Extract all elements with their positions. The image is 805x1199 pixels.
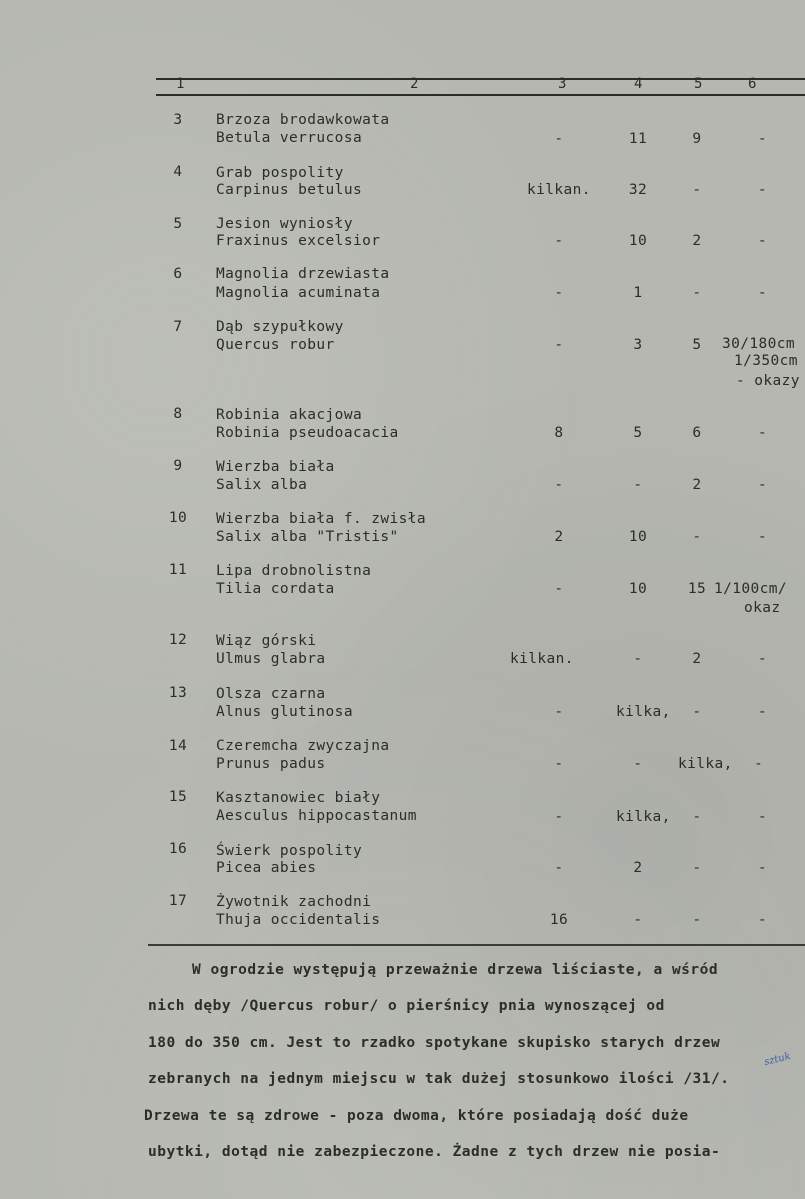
col6-value: - <box>757 131 768 147</box>
row-number: 10 <box>168 510 188 526</box>
col6-value-line3: - okazy <box>736 373 800 389</box>
species-polish-name: Magnolia drzewiasta <box>216 266 390 282</box>
col4-value: 10 <box>628 529 648 545</box>
col6-value: - <box>757 529 768 545</box>
column-header-5: 5 <box>694 76 703 92</box>
row-number: 5 <box>173 216 183 232</box>
species-latin-name: Thuja occidentalis <box>216 912 381 928</box>
column-header-3: 3 <box>558 76 567 92</box>
col6-value: - <box>757 860 768 876</box>
col6-value: - <box>757 704 768 720</box>
col5-value: - <box>692 912 702 928</box>
col5-value: 6 <box>692 425 702 441</box>
row-number: 13 <box>168 685 188 701</box>
col3-value: kilkan. <box>510 651 574 667</box>
col3-value: - <box>554 704 564 720</box>
col5-value: - <box>692 529 702 545</box>
col4-5-value: kilka, <box>616 809 671 825</box>
col3-value: - <box>554 285 564 301</box>
species-latin-name: Robinia pseudoacacia <box>216 425 399 441</box>
paragraph-line: nich dęby /Quercus robur/ o pierśnicy pnia wynoszącej od <box>148 998 665 1014</box>
row-number: 15 <box>168 789 188 805</box>
species-polish-name: Żywotnik zachodni <box>216 894 372 910</box>
col5-value: - <box>692 285 702 301</box>
column-header-6: 6 <box>748 76 757 92</box>
col4-value: 2 <box>633 860 643 876</box>
species-latin-name: Picea abies <box>216 860 317 876</box>
row-number: 12 <box>168 632 188 648</box>
species-polish-name: Robinia akacjowa <box>216 407 363 423</box>
col5-value: - <box>692 860 702 876</box>
species-polish-name: Jesion wyniosły <box>216 216 353 232</box>
col6-value: - <box>757 285 768 301</box>
col6-value: - <box>757 182 768 198</box>
col4-value: 5 <box>633 425 643 441</box>
col3-value: - <box>554 756 564 772</box>
species-polish-name: Dąb szypułkowy <box>216 319 344 335</box>
species-polish-name: Lipa drobnolistna <box>216 563 372 579</box>
species-latin-name: Quercus robur <box>216 337 335 353</box>
col6-value: - <box>757 233 768 249</box>
col3-value: 16 <box>549 912 569 928</box>
col4-value: 1 <box>633 285 643 301</box>
col5-value: 2 <box>692 477 702 493</box>
species-polish-name: Wierzba biała <box>216 459 335 475</box>
species-latin-name: Salix alba "Tristis" <box>216 529 399 545</box>
species-latin-name: Prunus padus <box>216 756 326 772</box>
species-polish-name: Olsza czarna <box>216 686 326 702</box>
col6-value: - <box>757 912 768 928</box>
paragraph-line: 180 do 350 cm. Jest to rzadko spotykane skupisko starych drzew <box>148 1035 721 1051</box>
column-header-2: 2 <box>410 76 419 92</box>
col4-value: - <box>633 912 643 928</box>
row-number: 7 <box>173 319 183 335</box>
species-polish-name: Brzoza brodawkowata <box>216 112 390 128</box>
species-polish-name: Kasztanowiec biały <box>216 790 381 806</box>
col5-value: - <box>692 704 702 720</box>
col4-value: - <box>633 477 643 493</box>
col3-value: - <box>554 860 564 876</box>
species-latin-name: Magnolia acuminata <box>216 285 381 301</box>
col4-value: 10 <box>628 581 648 597</box>
col6-value-line1: 1/100cm/ <box>714 581 788 597</box>
col4-value: 32 <box>628 182 648 198</box>
table-bottom-rule <box>148 944 805 946</box>
handwritten-note: sztuk <box>763 1050 792 1069</box>
col5-value: 2 <box>692 233 702 249</box>
col6-value: - <box>757 809 768 825</box>
col6-value: - <box>757 477 768 493</box>
col3-value: - <box>554 131 564 147</box>
col3-value: - <box>554 477 564 493</box>
col3-value: - <box>554 809 564 825</box>
col3-value: 8 <box>554 425 564 441</box>
row-number: 9 <box>173 458 183 474</box>
col4-value: - <box>633 756 643 772</box>
col5-value: 15 <box>687 581 707 597</box>
species-latin-name: Ulmus glabra <box>216 651 326 667</box>
species-latin-name: Betula verrucosa <box>216 130 363 146</box>
species-latin-name: Alnus glutinosa <box>216 704 353 720</box>
col5-value: - <box>692 809 702 825</box>
col4-value: 3 <box>633 337 643 353</box>
col6-value-line2: 1/350cm <box>734 353 798 369</box>
col5-value: 9 <box>692 131 702 147</box>
row-number: 4 <box>173 164 183 180</box>
col3-value: - <box>554 233 564 249</box>
species-polish-name: Grab pospolity <box>216 165 344 181</box>
row-number: 16 <box>168 841 188 857</box>
paragraph-line: ubytki, dotąd nie zabezpieczone. Żadne z tych drzew nie posia- <box>148 1144 721 1160</box>
col6-value-line2: okaz <box>744 600 781 616</box>
species-polish-name: Czeremcha zwyczajna <box>216 738 390 754</box>
species-polish-name: Wierzba biała f. zwisła <box>216 511 426 527</box>
paragraph-line: zebranych na jednym miejscu w tak dużej stosunkowo ilości /31/. <box>148 1071 730 1087</box>
col4-value: 10 <box>628 233 648 249</box>
col3-value: - <box>554 581 564 597</box>
col3-value: - <box>554 337 564 353</box>
row-number: 3 <box>173 112 183 128</box>
col5-6-value: kilka, <box>678 756 733 772</box>
paragraph-line: W ogrodzie występują przeważnie drzewa liściaste, a wśród <box>192 962 719 978</box>
species-polish-name: Wiąz górski <box>216 633 317 649</box>
table-header-bottom-rule <box>156 94 805 96</box>
row-number: 17 <box>168 893 188 909</box>
species-latin-name: Salix alba <box>216 477 308 493</box>
col6-value: - <box>757 651 768 667</box>
species-latin-name: Carpinus betulus <box>216 182 363 198</box>
table-header-top-rule <box>156 78 805 80</box>
col6-value: - <box>754 756 764 772</box>
col4-5-value: kilka, <box>616 704 671 720</box>
species-latin-name: Aesculus hippocastanum <box>216 808 417 824</box>
paragraph-line: Drzewa te są zdrowe - poza dwoma, które posiadają dość duże <box>144 1108 689 1124</box>
species-latin-name: Tilia cordata <box>216 581 335 597</box>
col4-value: - <box>633 651 643 667</box>
col4-value: 11 <box>628 131 648 147</box>
col6-value-line1: 30/180cm <box>722 336 796 352</box>
col5-value: - <box>692 182 702 198</box>
row-number: 14 <box>168 738 188 754</box>
col5-value: 5 <box>692 337 702 353</box>
species-latin-name: Fraxinus excelsior <box>216 233 381 249</box>
column-header-1: 1 <box>176 76 185 92</box>
row-number: 8 <box>173 406 183 422</box>
col6-value: - <box>757 425 768 441</box>
row-number: 11 <box>168 562 188 578</box>
column-header-4: 4 <box>634 76 643 92</box>
col5-value: 2 <box>692 651 702 667</box>
col3-value: 2 <box>554 529 564 545</box>
species-polish-name: Świerk pospolity <box>216 843 363 859</box>
row-number: 6 <box>173 266 183 282</box>
col3-value: kilkan. <box>527 182 591 198</box>
